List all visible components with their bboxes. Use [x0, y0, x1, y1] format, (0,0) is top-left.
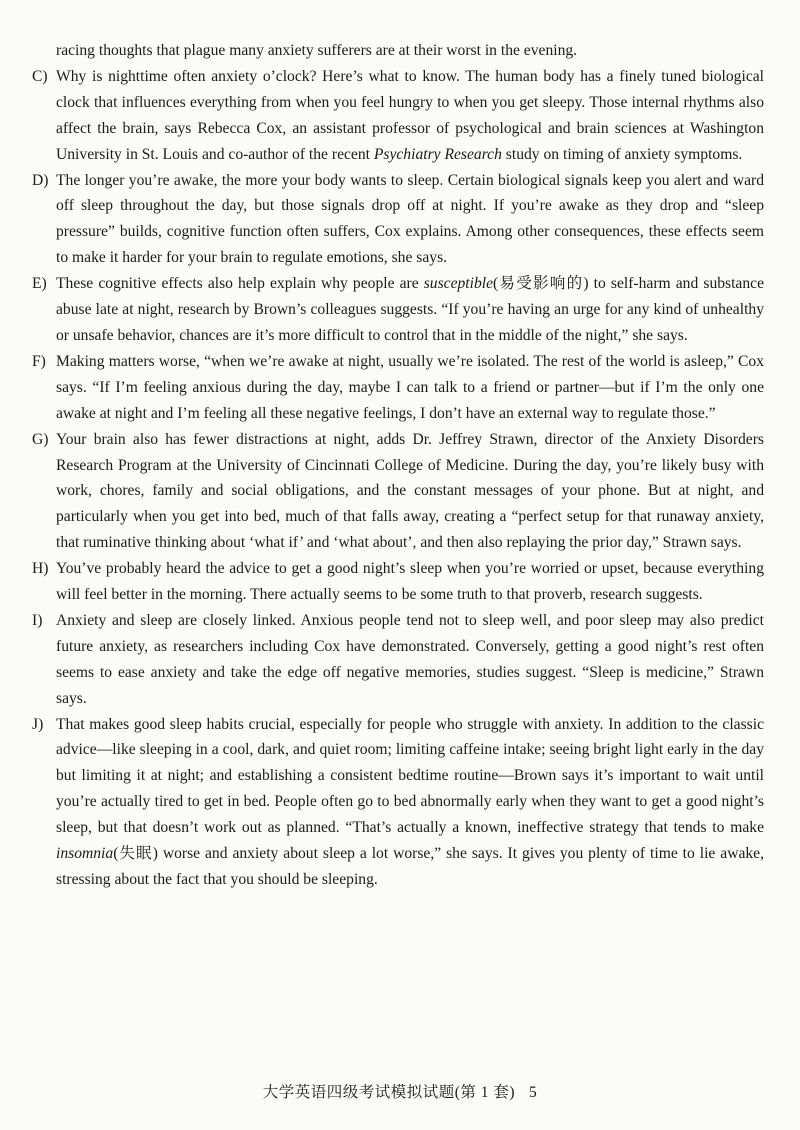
italic-term: susceptible: [423, 275, 494, 293]
paragraph-text: [56, 275, 764, 344]
paragraph-text: [56, 431, 764, 552]
text-run: Why is nighttime often anxiety o’clock? Here’s what to know. The human body has a finely tuned biological clock that influences everything from when you feel hungry to when you get sleepy. Those internal rhythms also affect the brain, says Rebecca Cox, an assistant professor of psychological and brain sciences at Washington University in St. Louis and co-author of the recent: [56, 67, 764, 163]
paragraph-g: [32, 427, 764, 557]
footer-title: 大学英语四级考试模拟试题(第 1 套): [262, 1084, 516, 1101]
paragraph-text: [56, 560, 764, 603]
text-run: (失眠) worse and anxiety about sleep a lot worse,” she says. It gives you plenty of time to lie awake, stressing about the fact that you should be sleeping.: [56, 845, 764, 888]
text-run: Anxiety and sleep are closely linked. Anxious people tend not to sleep well, and poor sleep may also predict future anxiety, as researchers including Cox have demonstrated. Conversely, getting a good night’s rest often seems to ease anxiety and take the edge off negative memories, studies suggest. “Sleep is medicine,” Strawn says.: [56, 611, 764, 707]
text-run: The longer you’re awake, the more your body wants to sleep. Certain biological signals keep you alert and ward off sleep throughout the day, but those signals drop off at night. If you’re awake as they drop and “sleep pressure” builds, cognitive function often suffers, Cox explains. Among other consequences, these effects seem to make it harder for your brain to regulate emotions, she says.: [56, 171, 764, 267]
text-run: That makes good sleep habits crucial, especially for people who struggle with anxiety. In addition to the classic advice—like sleeping in a cool, dark, and quiet room; limiting caffeine intake; seeing bright light early in the day but limiting it at night; and establishing a consistent bedtime routine—Brown says it’s important to wait until you’re actually tired to get in bed. People often go to bed abnormally early when they want to get a good night’s sleep, but that doesn’t work out as planned. “That’s actually a known, ineffective strategy that tends to make: [56, 715, 764, 837]
text-run: You’ve probably heard the advice to get a good night’s sleep when you’re worried or upset, because everything will feel better in the morning. There actually seems to be some truth to that proverb, research suggests.: [56, 560, 764, 604]
paragraph-h: [32, 556, 764, 608]
paragraph-i: [32, 608, 764, 712]
paragraph-label: H): [32, 560, 49, 578]
paragraph-text: [56, 716, 764, 888]
text-run: Your brain also has fewer distractions at night, adds Dr. Jeffrey Strawn, director of the Anxiety Disorders Research Program at the University of Cincinnati College of Medicine. During the day, you’re likely busy with work, chores, family and social obligations, and the constant messages of your phone. But at night, and particularly when you get into bed, much of that falls away, creating a “perfect setup for that runaway anxiety, that ruminative thinking about ‘what if’ and ‘what about’, and then also replaying the prior day,” Strawn says.: [56, 430, 764, 552]
paragraph-label: F): [32, 352, 46, 370]
paragraph-f: [32, 349, 764, 427]
article-body: [32, 38, 764, 893]
paragraph-label: J): [32, 715, 44, 733]
text-run: These cognitive effects also help explain why people are: [56, 275, 424, 293]
text-run: (易受影响的) to self-harm and substance abuse late at night, research by Brown’s colleagues suggests. “If you’re having an urge for any kind of unhealthy or unsafe behavior, chances are it’s more difficult to control that in the middle of the night,” she says.: [56, 275, 764, 344]
italic-term: Psychiatry Research: [373, 145, 502, 163]
paragraph-e: [32, 271, 764, 349]
text-run: Making matters worse, “when we’re awake at night, usually we’re isolated. The rest of the world is asleep,” Cox says. “If I’m feeling anxious during the day, maybe I can talk to a friend or partner—but if I’m the only one awake at night and I’m feeling all these negative feelings, I don’t have an external way to regulate those.”: [56, 352, 764, 422]
paragraph-text: [56, 172, 764, 267]
text-run: study on timing of anxiety symptoms.: [501, 145, 743, 163]
paragraph-c: [32, 64, 764, 168]
paragraph-text: [56, 68, 764, 163]
paragraph-label: E): [32, 275, 47, 293]
paragraph-continuation: [32, 38, 764, 64]
italic-term: insomnia: [56, 845, 114, 863]
paragraph-text: [56, 42, 577, 59]
text-run: racing thoughts that plague many anxiety sufferers are at their worst in the evening.: [56, 42, 578, 59]
paragraph-label: G): [32, 430, 49, 448]
paragraph-text: [56, 612, 764, 707]
paragraph-d: [32, 168, 764, 272]
paragraph-j: [32, 712, 764, 893]
page-footer: [0, 1080, 800, 1102]
paragraph-label: D): [32, 171, 49, 189]
paragraph-label: C): [32, 67, 48, 85]
paragraph-label: I): [32, 611, 43, 629]
paragraph-text: [56, 353, 764, 422]
page-number: 5: [529, 1084, 538, 1101]
